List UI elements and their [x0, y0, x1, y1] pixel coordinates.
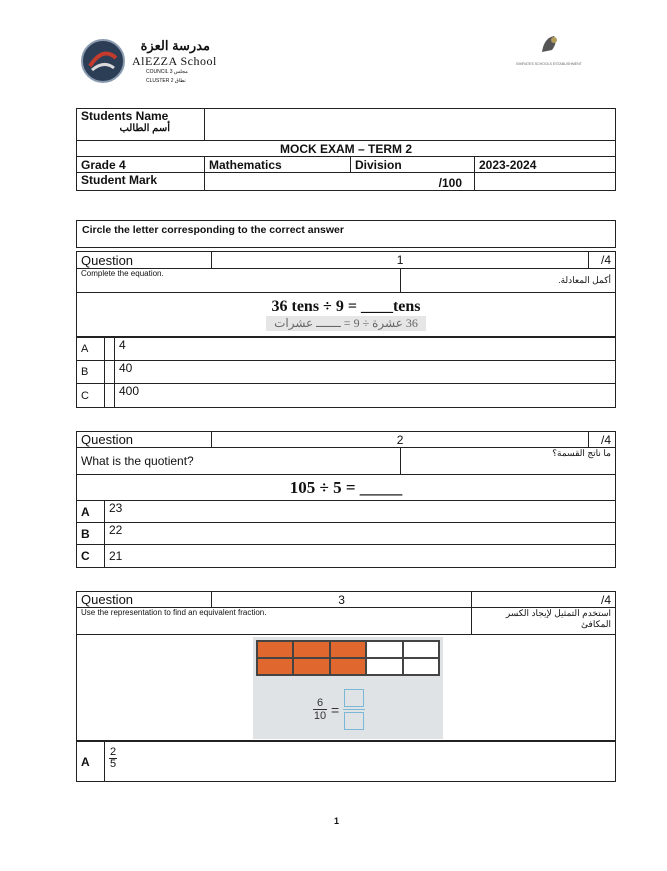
fraction-bar — [343, 709, 365, 710]
option-text: 23 — [105, 501, 616, 523]
year-cell: 2023-2024 — [475, 157, 616, 173]
page-number: 1 — [334, 816, 340, 826]
student-mark-field[interactable] — [475, 173, 616, 191]
exam-title: MOCK EXAM – TERM 2 — [77, 141, 616, 157]
fraction-grid-cell — [366, 641, 402, 658]
question-3-number: 3 — [212, 592, 472, 608]
student-info-table — [76, 108, 616, 191]
school-emblem-icon — [80, 38, 126, 84]
cluster-line-2-ar: نطاق — [174, 78, 186, 84]
question-3-options — [76, 741, 616, 782]
question-1-points: /4 — [589, 252, 616, 269]
question-1-table — [76, 251, 616, 337]
question-1-number: 1 — [212, 252, 589, 269]
option-spacer — [105, 361, 115, 384]
fraction-grid-cell — [403, 641, 439, 658]
option-letter[interactable]: C — [77, 384, 105, 408]
cluster-line-2 — [146, 78, 186, 84]
school-logo — [80, 38, 230, 88]
numerator-box[interactable] — [344, 689, 364, 707]
ese-emblem-icon — [536, 32, 562, 58]
option-letter[interactable]: B — [77, 361, 105, 384]
given-fraction-numerator: 6 — [316, 697, 324, 709]
cluster-line-1-ar: مجلس — [173, 69, 188, 75]
school-name-ar: مدرسة العزة — [140, 38, 210, 53]
division-label-cell: Division — [351, 157, 475, 173]
students-name-label-cell — [77, 109, 205, 141]
instruction-text: Circle the letter corresponding to the correct answer — [82, 224, 344, 236]
option-row[interactable] — [77, 742, 616, 782]
cluster-line-1-en: COUNCIL 3 — [146, 69, 173, 75]
school-name-en: AlEZZA School — [132, 54, 217, 68]
option-row[interactable] — [77, 523, 616, 545]
option-letter[interactable]: C — [77, 545, 105, 568]
fraction-grid-cell — [257, 658, 293, 675]
option-text: 400 — [115, 384, 616, 408]
fraction-grid-cell — [293, 641, 329, 658]
question-1-options — [76, 337, 616, 408]
option-fraction — [109, 747, 117, 770]
question-3-points: /4 — [472, 592, 616, 608]
fraction-grid-cell — [403, 658, 439, 675]
question-2-options — [76, 500, 616, 568]
fraction-picture — [253, 637, 443, 739]
question-2-number: 2 — [212, 432, 589, 448]
question-1-equation-ar: 36 عشرة ÷ 9 = ـــــــ عشرات — [266, 316, 426, 331]
question-3-prompt-en: Use the representation to find an equivalent fraction. — [77, 608, 472, 635]
option-text: 22 — [105, 523, 616, 545]
option-spacer — [105, 384, 115, 408]
option-letter[interactable]: B — [77, 523, 105, 545]
question-2-prompt-en: What is the quotient? — [77, 448, 401, 475]
cluster-line-1 — [146, 69, 188, 75]
given-fraction-denominator: 10 — [313, 710, 327, 722]
student-mark-total: /100 — [205, 173, 475, 191]
students-name-label: Students Name — [81, 109, 169, 123]
option-letter[interactable]: A — [77, 501, 105, 523]
answer-fraction-boxes — [343, 689, 365, 730]
question-3-figure-cell — [77, 635, 616, 741]
fraction-grid — [256, 640, 440, 676]
question-1-prompt-en: Complete the equation. — [77, 269, 401, 293]
denominator-box[interactable] — [344, 712, 364, 730]
option-spacer — [105, 338, 115, 361]
option-text: 40 — [115, 361, 616, 384]
subject-cell: Mathematics — [205, 157, 351, 173]
given-fraction — [313, 697, 327, 722]
option-text: 4 — [115, 338, 616, 361]
students-name-field[interactable] — [205, 109, 616, 141]
ese-caption: EMIRATES SCHOOLS ESTABLISHMENT — [516, 62, 582, 66]
option-row[interactable] — [77, 338, 616, 361]
equals-sign: = — [331, 701, 340, 718]
grade-cell: Grade 4 — [77, 157, 205, 173]
fraction-grid-cell — [330, 658, 366, 675]
fraction-grid-cell — [366, 658, 402, 675]
emirates-schools-logo — [508, 32, 590, 76]
option-letter[interactable]: A — [77, 742, 105, 782]
question-2-prompt-ar: ما ناتج القسمة؟ — [400, 448, 615, 475]
option-row[interactable] — [77, 384, 616, 408]
question-1-equation-cell — [77, 293, 616, 337]
question-2-label: Question — [77, 432, 212, 448]
option-row[interactable] — [77, 361, 616, 384]
question-2-points: /4 — [589, 432, 616, 448]
fraction-grid-cell — [293, 658, 329, 675]
question-3-table — [76, 591, 616, 741]
student-mark-label: Student Mark — [77, 173, 205, 191]
question-3-prompt-ar: استخدم التمثيل لإيجاد الكسر المكافئ — [472, 608, 616, 635]
option-letter[interactable]: A — [77, 338, 105, 361]
option-row[interactable] — [77, 545, 616, 568]
question-2-table — [76, 431, 616, 501]
fraction-grid-cell — [330, 641, 366, 658]
question-1-label: Question — [77, 252, 212, 269]
question-3-label: Question — [77, 592, 212, 608]
cluster-line-2-en: CLUSTER 2 — [146, 78, 174, 84]
fraction-equation — [313, 689, 365, 730]
option-fraction-numerator: 2 — [109, 746, 117, 758]
option-text: 21 — [105, 545, 616, 568]
question-2-equation-cell — [77, 475, 616, 501]
option-row[interactable] — [77, 501, 616, 523]
question-1-prompt-ar: أكمل المعادلة. — [400, 269, 615, 293]
students-name-label-ar: أسم الطالب — [119, 123, 170, 134]
fraction-grid-cell — [257, 641, 293, 658]
instruction-box — [76, 220, 616, 248]
option-fraction-denominator: 5 — [109, 758, 117, 770]
question-2-equation: 105 ÷ 5 = _____ — [289, 477, 403, 497]
question-1-equation: 36 tens ÷ 9 = ____tens — [271, 298, 421, 315]
option-fraction-cell — [105, 742, 616, 782]
